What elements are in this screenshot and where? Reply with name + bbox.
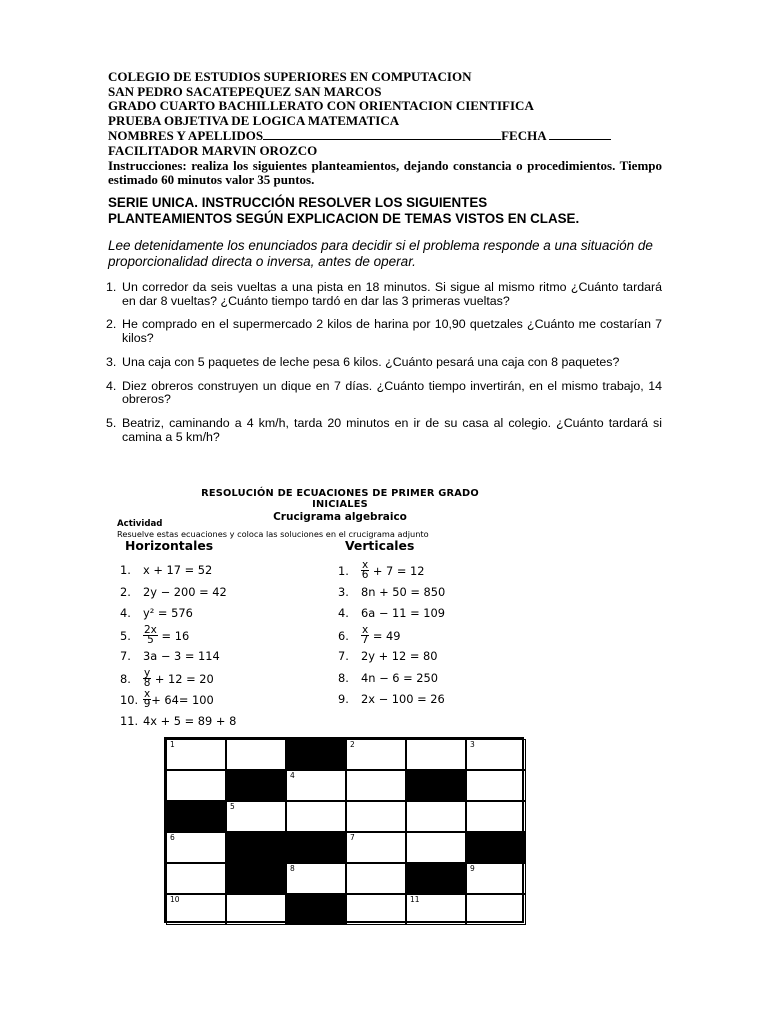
clue-number: 1. [120, 563, 131, 577]
fraction [361, 623, 369, 646]
vertical-heading: Verticales [345, 538, 415, 553]
cell-number: 5 [230, 802, 235, 811]
fraction-numerator: x [144, 688, 151, 700]
crossword-cell[interactable] [346, 863, 406, 894]
clue-equation: 4n − 6 = 250 [361, 670, 439, 685]
vertical-clues [338, 559, 446, 714]
crossword-cell[interactable] [286, 801, 346, 832]
crossword-cell[interactable] [406, 832, 466, 863]
crossword-black-cell [286, 739, 346, 770]
cell-number: 3 [470, 740, 475, 749]
grade-line: GRADO CUARTO BACHILLERATO CON ORIENTACION CIENTIFICA [108, 98, 534, 114]
crossword-cell[interactable] [346, 770, 406, 801]
crossword-black-cell [406, 863, 466, 894]
clue-equation: 8n + 50 = 850 [361, 584, 446, 599]
clue-equation-rest: + 12 = 20 [151, 671, 214, 686]
crossword-cell[interactable] [226, 894, 286, 925]
crossword-black-cell [226, 863, 286, 894]
activity-label: Actividad [117, 519, 163, 529]
crossword-black-cell [166, 801, 226, 832]
list-item [106, 417, 662, 444]
crossword-title-line-1: RESOLUCIÓN DE ECUACIONES DE PRIMER GRADO [201, 488, 479, 499]
crossword-cell[interactable] [286, 770, 346, 801]
clue-number: 8. [120, 671, 131, 686]
school-location: SAN PEDRO SACATEPEQUEZ SAN MARCOS [108, 83, 382, 99]
instructions: Instrucciones: realiza los siguientes planteamientos, dejando constancia o procedimientos. Tiempo estimado 60 minutos valor 35 puntos. [108, 157, 662, 188]
list-item [106, 281, 662, 308]
clue-number: 2. [120, 584, 131, 599]
vertical-clue [338, 649, 445, 671]
crossword-title-line-2: INICIALES [312, 498, 368, 510]
problem-text: He comprado en el supermercado 2 kilos de harina por 10,90 quetzales ¿Cuánto me costarían 7 kilos? [122, 317, 662, 345]
fraction-denominator: 5 [147, 633, 154, 646]
cell-number: 7 [350, 833, 355, 842]
vertical-clue [338, 585, 445, 607]
clue-equation: 4x + 5 = 89 + 8 [143, 713, 237, 728]
cell-number: 10 [170, 895, 180, 904]
horizontal-clue [120, 585, 236, 607]
clue-number: 3. [338, 584, 349, 599]
crossword-cell[interactable] [466, 894, 526, 925]
crossword-cell[interactable] [166, 770, 226, 801]
fraction-denominator: 7 [361, 633, 369, 646]
cell-number: 9 [470, 864, 475, 873]
crossword-cell[interactable] [406, 739, 466, 770]
crossword-cell[interactable] [166, 832, 226, 863]
cell-number: 2 [350, 740, 355, 749]
crossword-cell[interactable] [406, 894, 466, 925]
fraction-numerator: y [144, 666, 151, 679]
problem-text: Diez obreros construyen un dique en 7 días. ¿Cuánto tiempo invertirán, en el mismo trabajo, 14 obreros? [122, 378, 662, 407]
clue-number: 7. [120, 649, 131, 663]
vertical-clue [338, 606, 445, 628]
crossword-subtitle: Crucigrama algebraico [273, 511, 407, 523]
horizontal-clue [120, 649, 236, 671]
problem-number: 1. [106, 280, 117, 294]
horizontal-clue [120, 563, 236, 585]
clue-number: 4. [338, 606, 349, 620]
facilitator-line: FACILITADOR MARVIN OROZCO [108, 142, 318, 158]
clue-equation: 3a − 3 = 114 [143, 649, 220, 663]
problem-number: 5. [106, 415, 117, 430]
horizontal-clue [120, 606, 236, 628]
crossword-cell[interactable] [346, 894, 406, 925]
crossword-cell[interactable] [466, 801, 526, 832]
list-item [106, 380, 662, 407]
clue-number: 11. [120, 713, 139, 728]
crossword-black-cell [286, 894, 346, 925]
clue-number: 9. [338, 692, 349, 706]
crossword-cell[interactable] [166, 894, 226, 925]
cell-number: 6 [170, 833, 175, 842]
fraction-numerator: 2x [144, 623, 157, 636]
test-title: PRUEBA OBJETIVA DE LOGICA MATEMATICA [108, 112, 400, 128]
cell-number: 11 [410, 895, 420, 904]
fraction-numerator: x [362, 559, 369, 571]
crossword-black-cell [226, 770, 286, 801]
clue-equation: 2y − 200 = 42 [143, 584, 227, 599]
problem-text: Beatriz, caminando a 4 km/h, tarda 20 minutos en ir de su casa al colegio. ¿Cuánto tardará si camina a 5 km/h? [122, 415, 662, 444]
clue-number: 7. [338, 649, 349, 663]
fraction-denominator: 9 [143, 698, 151, 710]
clue-equation: 2y + 12 = 80 [361, 649, 438, 663]
clue-equation-rest: + 7 = 12 [369, 564, 425, 578]
crossword-black-cell [406, 770, 466, 801]
crossword-cell[interactable] [466, 863, 526, 894]
name-label: NOMBRES Y APELLIDOS [108, 128, 264, 144]
name-date-line [108, 128, 662, 144]
problem-number: 2. [106, 317, 117, 332]
crossword-cell[interactable] [466, 770, 526, 801]
fraction [143, 666, 151, 689]
crossword-black-cell [466, 832, 526, 863]
problem-number: 3. [106, 354, 117, 369]
horizontal-clue [120, 688, 236, 714]
horizontal-clue [120, 714, 236, 736]
clue-equation-rest: + 64= 100 [151, 693, 214, 707]
crossword-black-cell [226, 832, 286, 863]
section-heading-line-2: PLANTEAMIENTOS SEGÚN EXPLICACION DE TEMAS VISTOS EN CLASE. [108, 210, 580, 226]
crossword-cell[interactable] [346, 832, 406, 863]
fraction-denominator: 8 [143, 676, 151, 689]
horizontal-clue [120, 623, 236, 650]
clue-number: 8. [338, 670, 349, 685]
horizontal-heading: Horizontales [125, 538, 214, 553]
clue-number: 6. [338, 628, 349, 643]
crossword-black-cell [286, 832, 346, 863]
fraction [143, 623, 158, 646]
activity-instruction: Resuelve estas ecuaciones y coloca las soluciones en el crucigrama adjunto [117, 529, 429, 539]
fraction [143, 690, 151, 709]
crossword-cell[interactable] [166, 739, 226, 770]
cell-number: 8 [290, 864, 295, 873]
section-heading-line-1: SERIE UNICA. INSTRUCCIÓN RESOLVER LOS SIGUIENTES [108, 195, 488, 210]
problem-text: Un corredor da seis vueltas a una pista en 18 minutos. Si sigue al mismo ritmo ¿Cuánto tardará en dar 8 vueltas? ¿Cuánto tiempo tardó en dar las 3 primeras vueltas? [122, 280, 662, 308]
crossword-cell[interactable] [466, 739, 526, 770]
school-name: COLEGIO DE ESTUDIOS SUPERIORES EN COMPUTACION [108, 69, 472, 84]
clue-number: 10. [120, 693, 139, 707]
crossword-cell[interactable] [406, 801, 466, 832]
crossword-cell[interactable] [286, 863, 346, 894]
crossword-grid [164, 737, 524, 923]
date-label: FECHA [501, 128, 546, 144]
clue-number: 1. [338, 564, 349, 578]
clue-number: 4. [120, 606, 131, 620]
document-header [108, 70, 662, 188]
crossword-cell[interactable] [346, 739, 406, 770]
intro-text: Lee detenidamente los enunciados para decidir si el problema responde a una situación de proporcionalidad directa o inversa, antes de operar. [108, 238, 653, 269]
fraction-numerator: x [362, 623, 369, 636]
list-item [106, 318, 662, 345]
cell-number: 4 [290, 771, 295, 780]
clue-equation-rest: = 49 [369, 628, 401, 643]
clue-number: 5. [120, 628, 131, 643]
problem-number: 4. [106, 378, 117, 393]
crossword-cell[interactable] [226, 739, 286, 770]
clue-equation: 2x − 100 = 26 [361, 692, 445, 706]
clue-equation: y² = 576 [143, 606, 193, 620]
vertical-clue [338, 671, 445, 693]
problem-text: Una caja con 5 paquetes de leche pesa 6 kilos. ¿Cuánto pesará una caja con 8 paquetes? [122, 354, 620, 369]
fraction-denominator: 6 [361, 569, 369, 581]
cell-number: 1 [170, 740, 175, 749]
vertical-clue [338, 692, 445, 714]
vertical-clue [338, 559, 445, 585]
fraction [361, 561, 369, 580]
crossword-cell[interactable] [346, 801, 406, 832]
name-blank [263, 128, 501, 140]
clue-equation: x + 17 = 52 [143, 563, 213, 577]
crossword-title [120, 489, 560, 510]
crossword-cell[interactable] [166, 863, 226, 894]
section-heading [108, 195, 668, 226]
problem-list [106, 281, 662, 454]
horizontal-clues [120, 563, 236, 735]
crossword-cell[interactable] [226, 801, 286, 832]
horizontal-clue [120, 666, 236, 693]
vertical-clue [338, 623, 445, 650]
date-blank [549, 128, 611, 140]
clue-equation-rest: = 16 [157, 628, 190, 643]
list-item [106, 356, 662, 370]
clue-equation: 6a − 11 = 109 [361, 606, 446, 620]
